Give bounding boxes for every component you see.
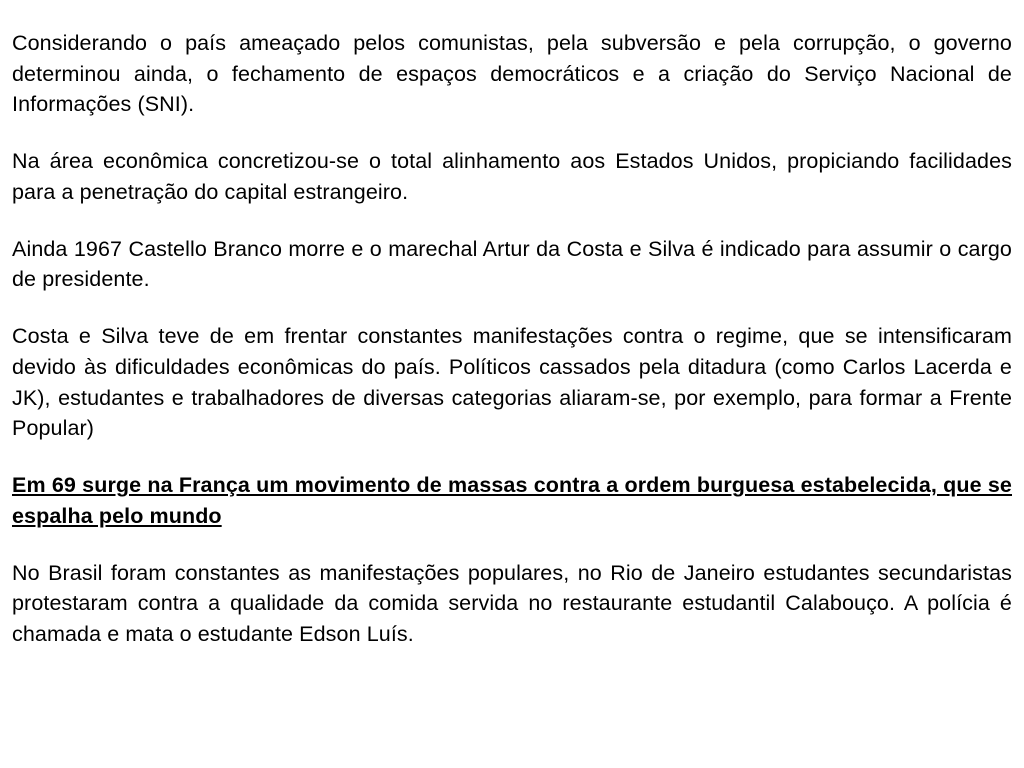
paragraph-franca-highlight: Em 69 surge na França um movimento de massas contra a ordem burguesa estabelecida, que se espalha pelo mundo — [12, 473, 1012, 528]
paragraph-costa-e-silva: Costa e Silva teve de em frentar constantes manifestações contra o regime, que se intensificaram devido às dificuldades econômicas do país. Políticos cassados pela ditadura (como Carlos Lacerda e JK), estudantes e trabalhadores de diversas categorias aliaram-se, por exemplo, para formar a Frente Popular) — [12, 324, 1012, 441]
paragraph-castello-branco: Ainda 1967 Castello Branco morre e o marechal Artur da Costa e Silva é indicado para assumir o cargo de presidente. — [12, 236, 1012, 292]
paragraph-considerando: Considerando o país ameaçado pelos comunistas, pela subversão e pela corrupção, o governo determinou ainda, o fechamento de espaços democráticos e a criação do Serviço Nacional de Informações (SNI). — [12, 31, 1012, 117]
paragraph-area-economica: Na área econômica concretizou-se o total alinhamento aos Estados Unidos, propiciando facilidades para a penetração do capital estrangeiro. — [12, 149, 1012, 204]
paragraph-calabouco: No Brasil foram constantes as manifestações populares, no Rio de Janeiro estudantes secundaristas protestaram contra a qualidade da comida servida no restaurante estudantil Calabouço. A polícia é chamada e mata o estudante Edson Luís. — [12, 560, 1012, 647]
